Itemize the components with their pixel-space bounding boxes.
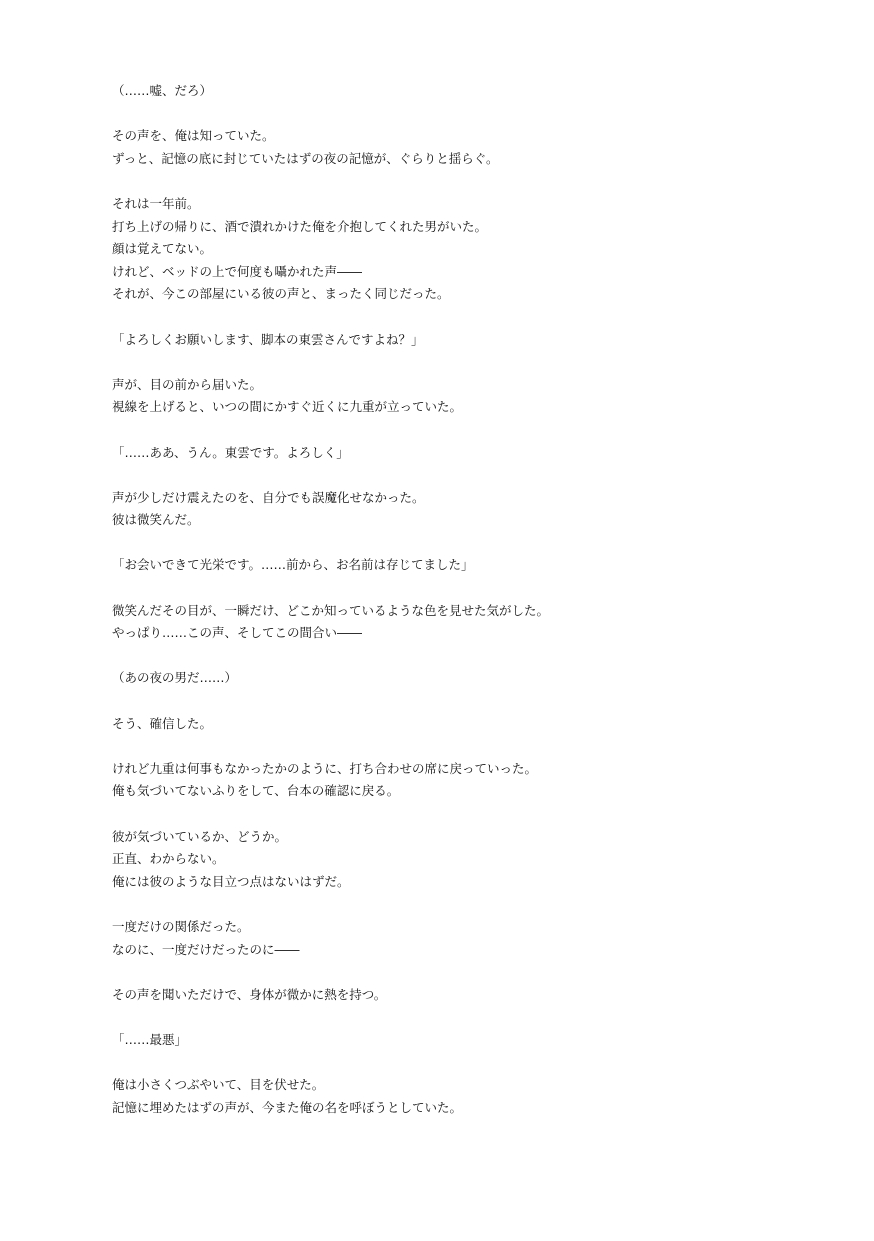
text-line: その声を聞いただけで、身体が微かに熱を持つ。 (112, 986, 387, 1002)
text-line: 記憶に埋めたはずの声が、今また俺の名を呼ぼうとしていた。 (112, 1099, 463, 1115)
text-line: 「よろしくお願いします、脚本の東雲さんですよね？」 (112, 331, 424, 347)
text-line: その声を、俺は知っていた。 (112, 128, 275, 144)
text-line: （あの夜の男だ……） (112, 670, 238, 686)
text-line: けれど、ベッドの上で何度も囁かれた声―― (112, 263, 363, 279)
text-line: 一度だけの関係だった。 (112, 918, 250, 934)
document-text-body (112, 80, 812, 1119)
blank-line (112, 351, 812, 374)
blank-line (112, 1006, 812, 1029)
blank-line (112, 103, 812, 126)
blank-line (112, 735, 812, 758)
blank-line (112, 306, 812, 329)
text-line: （……嘘、だろ） (112, 83, 213, 98)
text-line: 「……ああ、うん。東雲です。よろしく」 (112, 444, 349, 460)
blank-line (112, 893, 812, 916)
blank-line (112, 170, 812, 193)
text-line: 顔は覚えてない。 (112, 241, 213, 257)
text-line: ずっと、記憶の底に封じていたはずの夜の記憶が、ぐらりと揺らぐ。 (112, 150, 499, 166)
text-line: 視線を上げると、いつの間にかすぐ近くに九重が立っていた。 (112, 399, 463, 415)
text-line: 声が、目の前から届いた。 (112, 376, 263, 392)
blank-line (112, 577, 812, 600)
blank-line (112, 961, 812, 984)
text-line: 俺は小さくつぶやいて、目を伏せた。 (112, 1077, 325, 1093)
blank-line (112, 419, 812, 442)
blank-line (112, 532, 812, 555)
text-line: それが、今この部屋にいる彼の声と、まったく同じだった。 (112, 286, 450, 302)
text-line: 打ち上げの帰りに、酒で潰れかけた俺を介抱してくれた男がいた。 (112, 218, 488, 234)
text-line: 俺には彼のような目立つ点はないはずだ。 (112, 873, 350, 889)
blank-line (112, 690, 812, 713)
text-line: なのに、一度だけだったのに―― (112, 941, 300, 957)
text-line: それは一年前。 (112, 195, 200, 211)
text-line: 彼が気づいているか、どうか。 (112, 828, 288, 844)
text-line: やっぱり……この声、そしてこの間合い―― (112, 625, 363, 641)
text-line: 正直、わからない。 (112, 851, 225, 867)
text-line: 「お会いできて光栄です。……前から、お名前は存じてました」 (112, 557, 474, 573)
blank-line (112, 1052, 812, 1075)
text-line: 俺も気づいてないふりをして、台本の確認に戻る。 (112, 783, 400, 799)
blank-line (112, 464, 812, 487)
blank-line (112, 803, 812, 826)
text-line: けれど九重は何事もなかったかのように、打ち合わせの席に戻っていった。 (112, 760, 538, 776)
text-line: 微笑んだその目が、一瞬だけ、どこか知っているような色を見せた気がした。 (112, 602, 550, 618)
text-line: 「……最悪」 (112, 1031, 188, 1047)
blank-line (112, 645, 812, 668)
text-line: そう、確信した。 (112, 715, 213, 731)
text-line: 声が少しだけ震えたのを、自分でも誤魔化せなかった。 (112, 489, 425, 505)
text-line: 彼は微笑んだ。 (112, 512, 200, 528)
